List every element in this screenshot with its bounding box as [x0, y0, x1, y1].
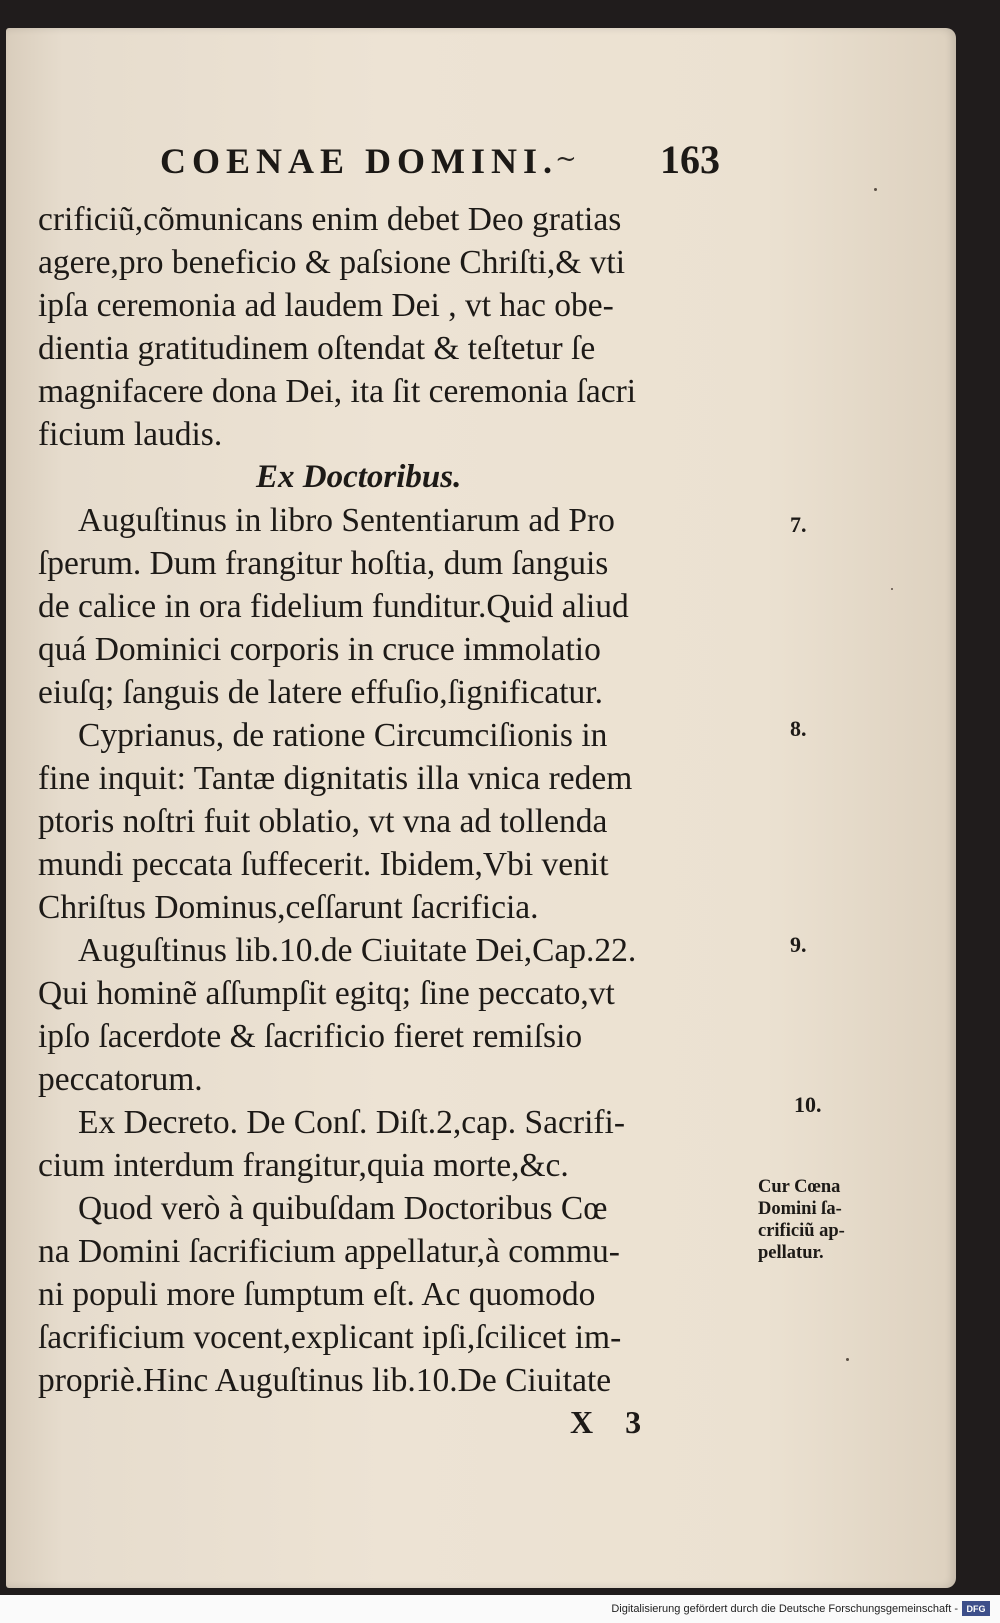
marginal-note: [758, 1176, 918, 1264]
margin-number-7: 7.: [790, 512, 807, 537]
marginal-note-line: crificiũ ap-: [758, 1221, 845, 1241]
section-heading: Ex Doctoribus.: [256, 459, 462, 495]
dfg-logo: DFG: [962, 1601, 990, 1616]
text-line: propriè.Hinc Auguſtinus lib.10.De Ciuitate: [38, 1362, 612, 1399]
page-number: 163: [660, 137, 720, 182]
text-line: ipſa ceremonia ad laudem Dei , vt hac obe-: [38, 287, 614, 324]
text-line: ptoris noſtri fuit oblatio, vt vna ad tollenda: [38, 803, 608, 840]
text-line: Chriſtus Dominus,ceſſarunt ſacrificia.: [38, 889, 539, 926]
text-line: na Domini ſacrificium appellatur,à commu-: [38, 1233, 620, 1270]
text-line: ipſo ſacerdote & ſacrificio fieret remiſsio: [38, 1018, 583, 1055]
text-line: magnifacere dona Dei, ita ſit ceremonia ſacri: [38, 373, 637, 410]
text-line: ni populi more ſumptum eſt. Ac quomodo: [38, 1276, 596, 1313]
text-line: quá Dominici corporis in cruce immolatio: [38, 631, 601, 668]
text-line: mundi peccata ſuffecerit. Ibidem,Vbi venit: [38, 846, 609, 883]
text-line: fine inquit: Tantæ dignitatis illa vnica redem: [38, 760, 633, 797]
marginal-note-line: Domini ſa-: [758, 1199, 842, 1219]
margin-number-10: 10.: [794, 1092, 822, 1117]
margin-number-9: 9.: [790, 932, 807, 957]
text-line: Auguſtinus in libro Sententiarum ad Pro: [78, 502, 615, 539]
text-line: agere,pro beneficio & paſsione Chriſti,& vti: [38, 244, 626, 281]
credit-text: Digitalisierung gefördert durch die Deutsche Forschungsgemeinschaft -: [611, 1603, 958, 1615]
text-line: ſperum. Dum frangitur hoſtia, dum ſanguis: [38, 545, 609, 582]
text-line: Cyprianus, de ratione Circumciſionis in: [78, 717, 608, 754]
signature-mark: X 3: [570, 1404, 654, 1440]
text-line: ſacrificium vocent,explicant ipſi,ſcilicet im-: [38, 1319, 622, 1356]
text-line: Quod verò à quibuſdam Doctoribus Cœ: [78, 1190, 608, 1227]
marginal-note-line: Cur Cœna: [758, 1177, 841, 1197]
text-line: ficium laudis.: [38, 416, 223, 453]
text-line: de calice in ora fidelium funditur.Quid aliud: [38, 588, 629, 625]
body-text: [38, 198, 738, 1402]
text-line: Qui hominẽ aſſumpſit egitq; ſine peccato,vt: [38, 975, 615, 1012]
text-line: Ex Decreto. De Conſ. Diſt.2,cap. Sacrifi-: [78, 1104, 625, 1141]
text-line: eiuſq; ſanguis de latere effuſio,ſignificatur.: [38, 674, 603, 711]
ornament-icon: ~: [555, 144, 577, 174]
text-line: cium interdum frangitur,quia morte,&c.: [38, 1147, 569, 1184]
text-line: Auguſtinus lib.10.de Ciuitate Dei,Cap.22.: [78, 932, 637, 969]
credit-bar: [0, 1595, 1000, 1623]
running-head: COENAE DOMINI.: [160, 141, 559, 181]
marginal-note-line: pellatur.: [758, 1243, 824, 1263]
text-line: dientia gratitudinem oſtendat & teſtetur ſe: [38, 330, 596, 367]
text-line: crificiũ,cõmunicans enim debet Deo gratias: [38, 201, 622, 238]
text-line: peccatorum.: [38, 1061, 203, 1098]
margin-number-8: 8.: [790, 716, 807, 741]
